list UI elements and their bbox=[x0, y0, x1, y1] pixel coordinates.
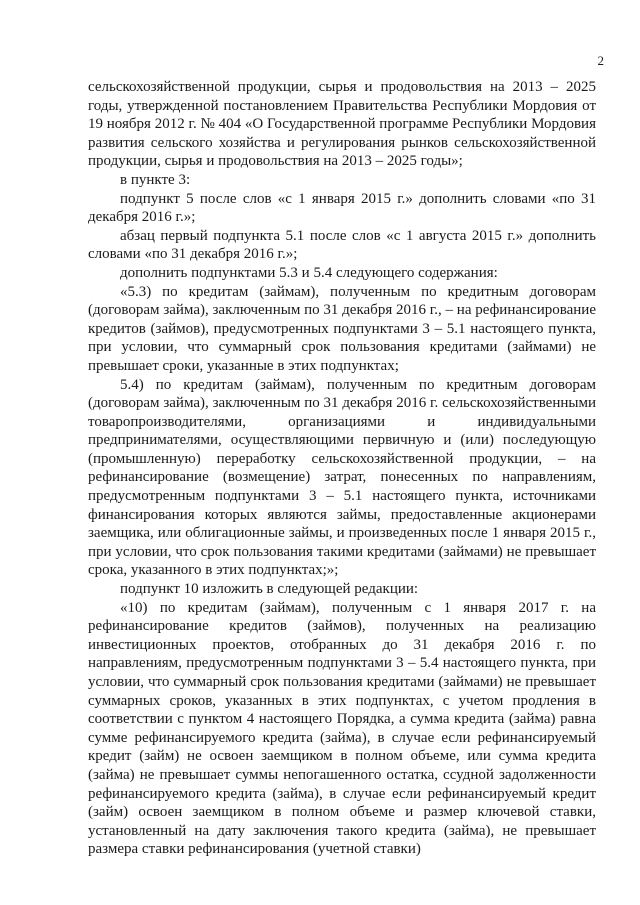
document-body bbox=[88, 78, 596, 859]
paragraph-subpoint-10: «10) по кредитам (займам), полученным с 1 января 2017 г. на рефинансирование кредитов (займов), полученных на реализацию инвестиционных проектов, отобранных до 31 декабря 2016 г. по направлениям, предусмотренным подпунктами 3 – 5.4 настоящего пункта, при условии, что суммарный срок пользования кредитами (займами) не превышает суммарных сроков, указанных в этих подпунктах, с учетом продления в соответствии с пунктом 4 настоящего Порядка, а сумма кредита (займа) равна сумме рефинансируемого кредита (займа), в случае если рефинансируемый кредит (займ) не освоен заемщиком в полном объеме, или сумма кредита (займа) не превышает суммы непогашенного остатка, ссудной задолженности рефинансируемого кредита (займа), в случае если рефинансируемый кредит (займ) освоен заемщиком в полном объеме и размер ключевой ставки, установленный на дату заключения такого кредита (займа), не превышает размера ставки рефинансирования (учетной ставки) bbox=[88, 599, 596, 858]
paragraph-point-3: в пункте 3: bbox=[120, 171, 191, 188]
paragraph-subpoint-5-1: абзац первый подпункта 5.1 после слов «с 1 августа 2015 г.» дополнить словами «по 31 декабря 2016 г.»; bbox=[88, 227, 596, 263]
paragraph-add-subpoints: дополнить подпунктами 5.3 и 5.4 следующего содержания: bbox=[120, 264, 498, 281]
paragraph-subpoint-5: подпункт 5 после слов «с 1 января 2015 г.» дополнить словами «по 31 декабря 2016 г.»; bbox=[88, 190, 596, 226]
paragraph-subpoint-5-4: 5.4) по кредитам (займам), полученным по кредитным договорам (договорам займа), заключенным по 31 декабря 2016 г. сельскохозяйственными товаропроизводителями, организациями и индивидуальными предпринимателями, осуществляющими первичную и (или) последующую (промышленную) переработку сельскохозяйственной продукции, – на рефинансирование (возмещение) затрат, понесенных по направлениям, предусмотренным подпунктами 3 – 5.1 настоящего пункта, источниками финансирования которых являются займы, предоставленные акционерами заемщика, или облигационные займы, и произведенных после 1 января 2015 г., при условии, что срок пользования такими кредитами (займами) не превышает срока, указанного в этих подпунктах;»; bbox=[88, 376, 596, 579]
paragraph-subpoint-10-intro: подпункт 10 изложить в следующей редакции: bbox=[120, 581, 419, 598]
page-number: 2 bbox=[597, 53, 604, 68]
paragraph-subpoint-5-3: «5.3) по кредитам (займам), полученным по кредитным договорам (договорам займа), заключенным по 31 декабря 2016 г., – на рефинансирование кредитов (займов), предусмотренных подпунктами 3 – 5.1 настоящего пункта, при условии, что суммарный срок пользования кредитами (займами) не превышает сроки, указанные в этих подпунктах; bbox=[88, 283, 596, 374]
paragraph-continuation: сельскохозяйственной продукции, сырья и продовольствия на 2013 – 2025 годы, утвержденной постановлением Правительства Республики Мордовия от 19 ноября 2012 г. № 404 «О Государственной программе Республики Мордовия развития сельского хозяйства и регулирования рынков сельскохозяйственной продукции, сырья и продовольствия на 2013 – 2025 годы»; bbox=[88, 79, 596, 170]
